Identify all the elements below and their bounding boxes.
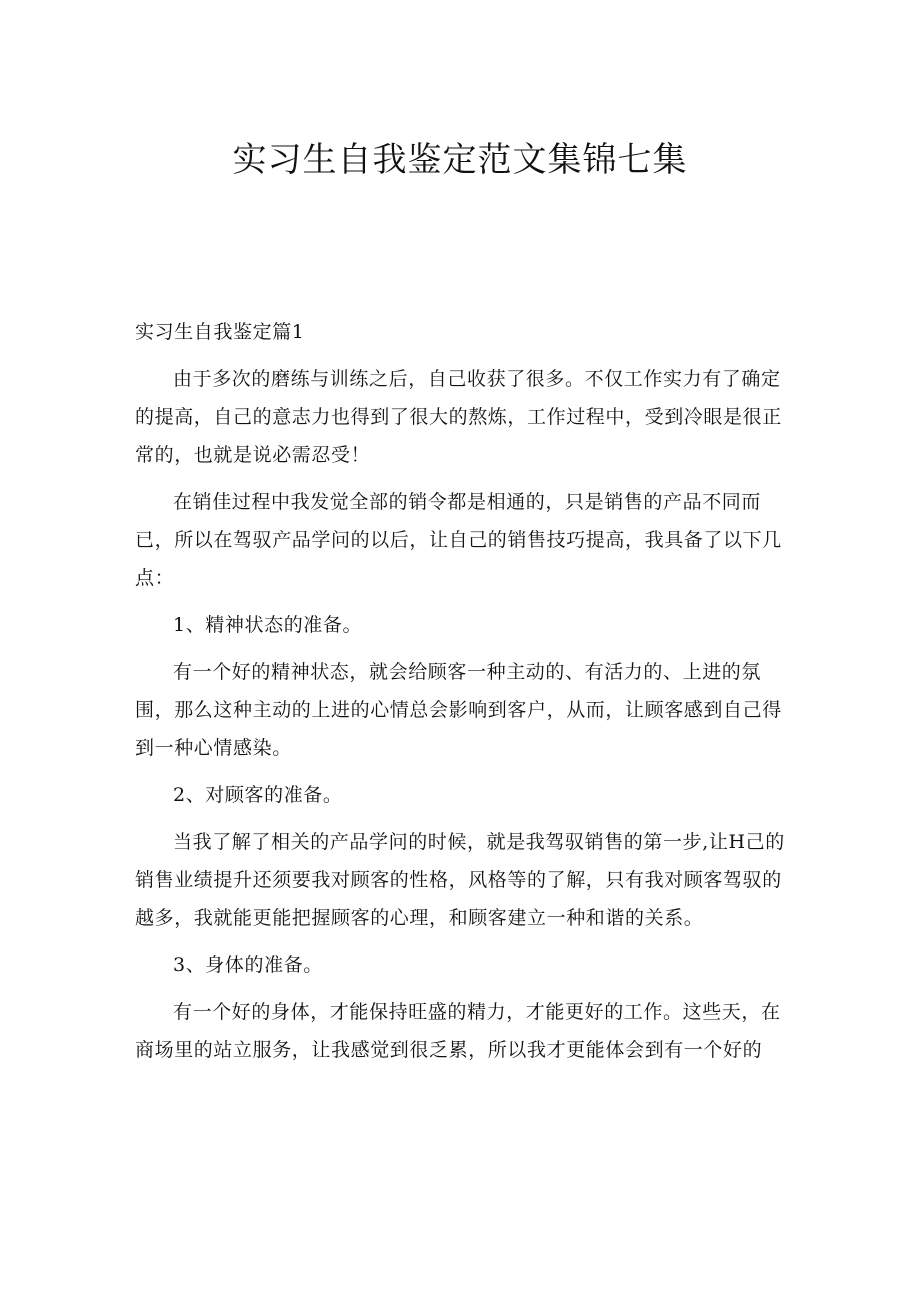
paragraph-mental-state: 有一个好的精神状态，就会给顾客一种主动的、有活力的、上进的氛围，那么这种主动的上进的心情总会影响到客户，从而，让顾客感到自己得到一种心情感染。 — [135, 661, 782, 759]
list-item-heading-2: 2、对顾客的准备。 — [173, 784, 343, 806]
paragraph-intro: 由于多次的磨练与训练之后，自己收获了很多。不仅工作实力有了确定的提高，自己的意志力也得到了很大的熬炼，工作过程中，受到冷眼是很正常的，也就是说必需忍受！ — [135, 368, 782, 466]
document-title: 实习生自我鉴定范文集锦七集 — [232, 140, 688, 180]
paragraph-customer-prep: 当我了解了相关的产品学问的时候，就是我驾驭销售的第一步,让H己的销售业绩提升还须要我对顾客的性格，风格等的了解，只有我对顾客驾驭的越多，我就能更能把握顾客的心理，和顾客建立一种和谐的关系。 — [135, 831, 785, 929]
document-body — [135, 313, 800, 1078]
paragraph-sales-process: 在销佳过程中我发觉全部的销令都是相通的，只是销售的产品不同而已，所以在驾驭产品学问的以后，让自己的销售技巧提高，我具备了以下几点： — [135, 491, 782, 589]
section-heading: 实习生自我鉴定篇1 — [135, 321, 305, 343]
list-item-heading-1: 1、精神状态的准备。 — [173, 614, 363, 636]
list-item-heading-3: 3、身体的准备。 — [173, 954, 323, 976]
paragraph-physical-prep: 有一个好的身体，才能保持旺盛的精力，才能更好的工作。这些天，在商场里的站立服务，让我感觉到很乏累，所以我才更能体会到有一个好的 — [135, 1001, 781, 1061]
